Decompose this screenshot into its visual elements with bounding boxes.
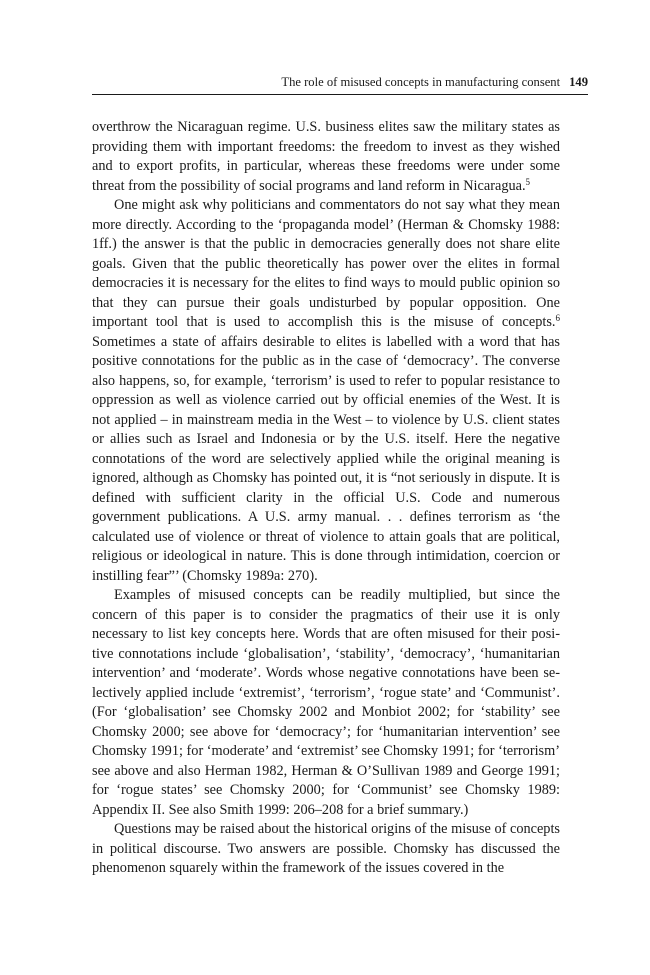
footnote-marker: 5	[525, 176, 531, 187]
paragraph-3	[92, 586, 560, 820]
paragraph-1	[92, 118, 560, 196]
paragraph-text: overthrow the Nicaraguan regime. U.S. business elites saw the military states as providing them with important freedoms: the freedom to invest as they wished and to export profits, in particular, whereas these freedoms were under some threat from the possibility of social programs and land reform in Nicaragua.	[92, 119, 560, 194]
paragraph-text: Sometimes a state of affairs desirable to elites is labelled with a word that has positive connotations for the public as in the case of ‘democracy’. The converse also happens, so, for example, ‘terrorism’ is used to refer to popular resistance to oppression as well as violence carried out by official enemies of the West. It is not applied – in mainstream media in the West – to violence by U.S. client states or allies such as Israel and Indonesia or by the U.S. itself. Here the negative connotations of the word are selectively applied while the original meaning is ignored, although as Chomsky has pointed out, it is “not seriously in dispute. It is defined with sufficient clarity in the official U.S. Code and numerous government publications. A U.S. army manual. . . defines terrorism as ‘the calculated use of violence or threat of violence to attain goals that are political, religious or ideological in nature. This is done through intimidation, coercion or instilling fear”’ (Chomsky 1989a: 270).	[92, 333, 560, 584]
footnote-marker: 6	[555, 313, 560, 323]
paragraph-2	[92, 196, 560, 586]
paragraph-text: Examples of misused concepts can be readily multiplied, but since the concern of this paper is to consider the pragmatics of their use it is only necessary to list key concepts here. Words that are often misused for their positive connotations include ‘globalisation’, ‘stability’, ‘democracy’, ‘humanitarian intervention’ and ‘moderate’. Words whose negative connotations have been selectively applied include ‘extremist’, ‘terrorism’, ‘rogue state’ and ‘Communist’. (For ‘globalisation’ see Chomsky 2002 and Monbiot 2002; for ‘stability’ see Chomsky 2000; see above for ‘democracy’; for ‘humanitarian intervention’ see Chomsky 1991; for ‘moderate’ and ‘extremist’ see Chomsky 1991; for ‘terrorism’ see above and also Herman 1982, Herman & O’Sullivan 1989 and George 1991; for ‘rogue states’ see Chomsky 2000; for ‘Communist’ see Chomsky 1989: Appendix II. See also Smith 1999: 206–208 for a brief summary.)	[92, 587, 560, 818]
body-text	[92, 118, 560, 879]
paragraph-text: One might ask why politicians and commentators do not say what they mean more directly. According to the ‘propaganda model’ (Herman & Chomsky 1988: 1ff.) the answer is that the public in democracies generally does not share elite goals. Given that the public theoretically has power over the elites in formal democracies it is necessary for the elites to find ways to mould public opinion so that they can pursue their goals undisturbed by popular opposition. One important tool that is used to accomplish this is the misuse of concepts.	[92, 197, 560, 330]
header-rule	[92, 94, 588, 95]
running-head	[92, 72, 588, 92]
paragraph-text: Questions may be raised about the historical origins of the misuse of concepts in political discourse. Two answers are possible. Chomsky has discussed the phenomenon squarely within the framework of the issues covered in the	[92, 821, 560, 876]
page-number: 149	[569, 75, 588, 89]
running-title: The role of misused concepts in manufacturing consent	[281, 75, 561, 89]
paragraph-4	[92, 820, 560, 879]
